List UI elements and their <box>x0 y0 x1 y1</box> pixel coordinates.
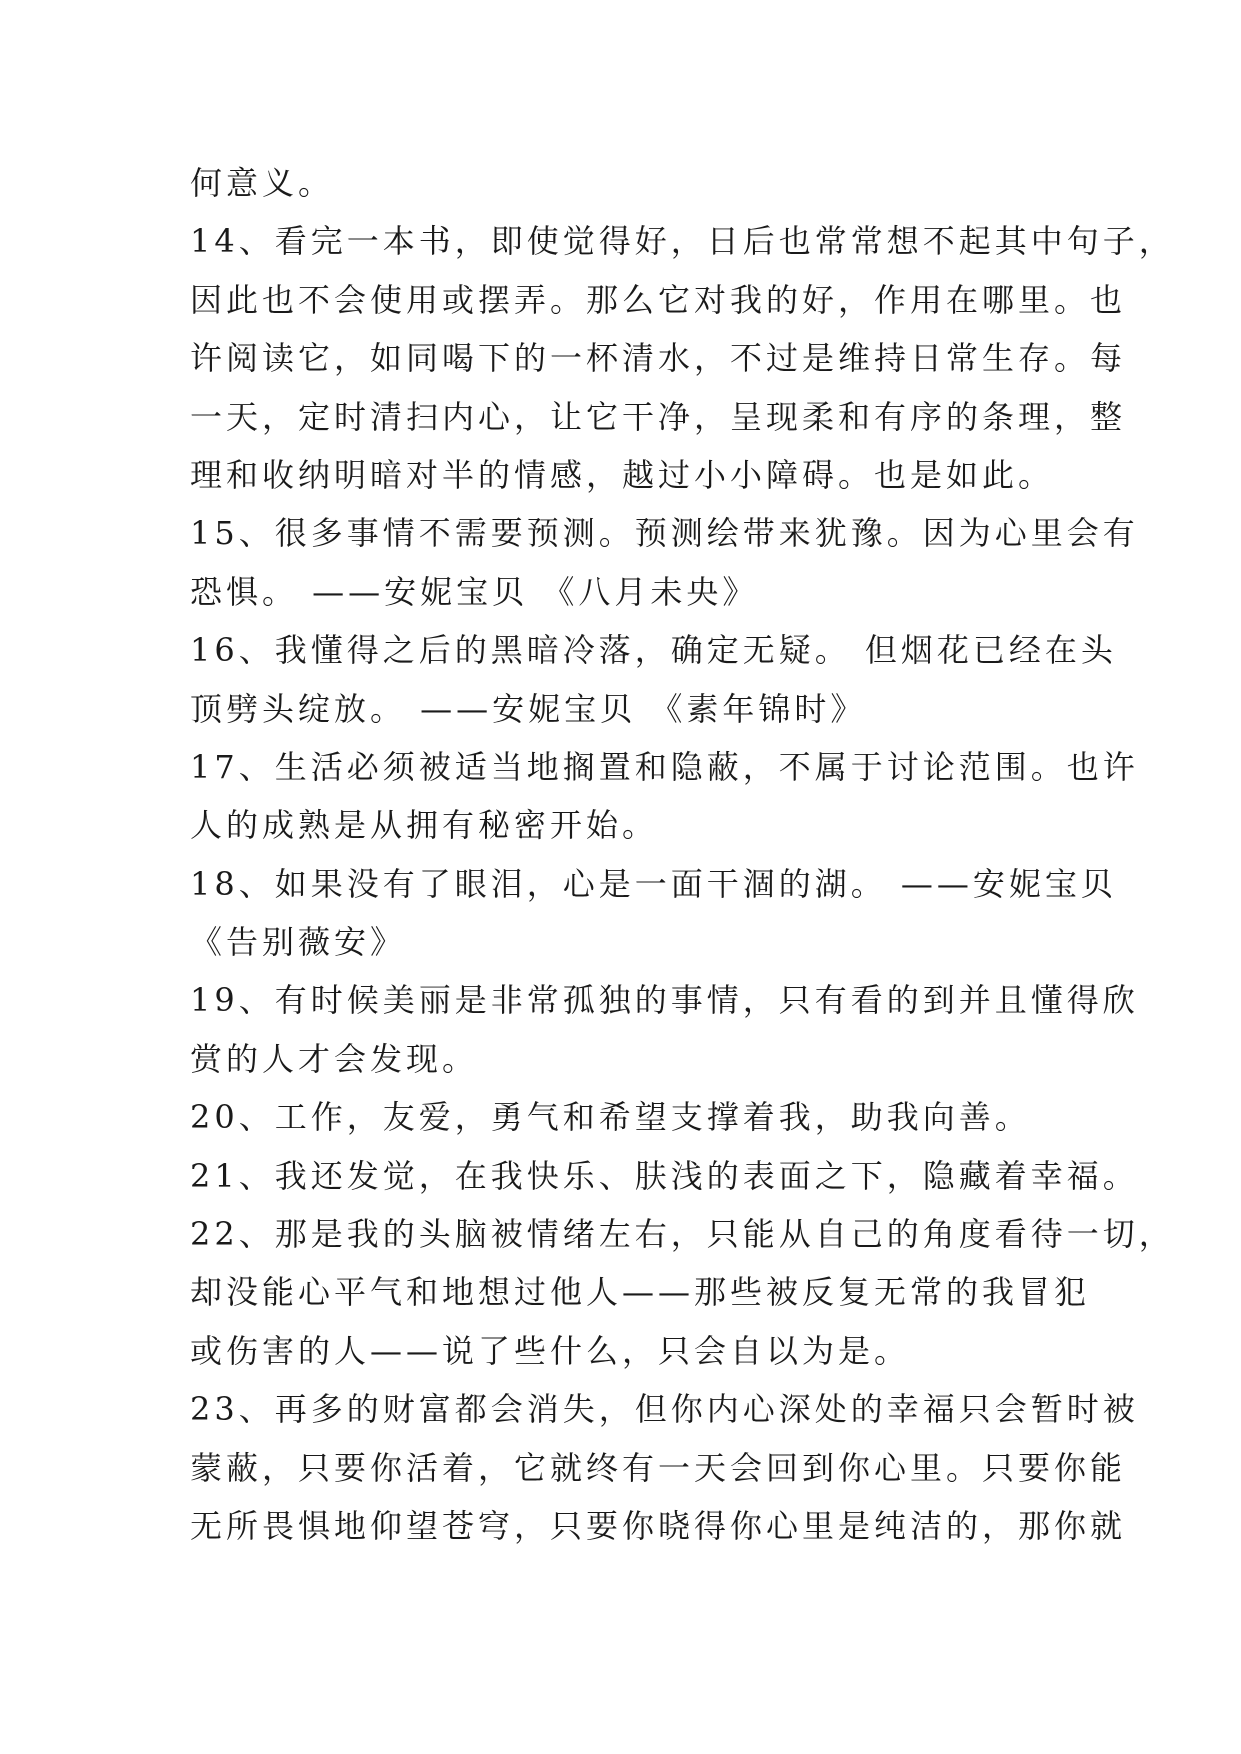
text-line: 15、很多事情不需要预测。预测绘带来犹豫。因为心里会有 <box>190 514 1139 553</box>
text-line: 16、我懂得之后的黑暗冷落，确定无疑。 但烟花已经在头 <box>190 631 1117 670</box>
text-line: 蒙蔽，只要你活着，它就终有一天会回到你心里。只要你能 <box>190 1448 1127 1487</box>
text-line: 22、那是我的头脑被情绪左右，只能从自己的角度看待一切， <box>190 1215 1175 1254</box>
text-line: 一天，定时清扫内心，让它干净，呈现柔和有序的条理，整 <box>190 397 1127 436</box>
text-line: 何意义。 <box>190 164 335 202</box>
text-line: 《告别薇安》 <box>190 923 407 962</box>
text-line: 17、生活必须被适当地搁置和隐蔽，不属于讨论范围。也许 <box>190 747 1139 786</box>
text-line: 顶劈头绽放。 ——安妮宝贝 《素年锦时》 <box>190 689 867 728</box>
text-line: 因此也不会使用或摆弄。那么它对我的好，作用在哪里。也 <box>190 280 1127 319</box>
text-line: 14、看完一本书，即使觉得好，日后也常常想不起其中句子， <box>190 222 1175 261</box>
text-line: 理和收纳明暗对半的情感，越过小小障碍。也是如此。 <box>190 455 1055 494</box>
text-line: 许阅读它，如同喝下的一杯清水，不过是维持日常生存。每 <box>190 339 1127 378</box>
text-line: 23、再多的财富都会消失，但你内心深处的幸福只会暂时被 <box>190 1390 1139 1429</box>
text-line: 21、我还发觉，在我快乐、肤浅的表面之下，隐藏着幸福。 <box>190 1156 1139 1195</box>
text-line: 恐惧。 ——安妮宝贝 《八月未央》 <box>190 572 759 611</box>
text-line: 无所畏惧地仰望苍穹，只要你晓得你心里是纯洁的，那你就 <box>190 1506 1127 1545</box>
text-line: 18、如果没有了眼泪，心是一面干涸的湖。 ——安妮宝贝 <box>190 864 1117 903</box>
text-line: 19、有时候美丽是非常孤独的事情，只有看的到并且懂得欣 <box>190 981 1139 1020</box>
body-text <box>190 154 1175 1555</box>
text-line: 或伤害的人——说了些什么，只会自以为是。 <box>190 1331 911 1370</box>
text-line: 20、工作，友爱，勇气和希望支撑着我，助我向善。 <box>190 1098 1031 1137</box>
text-line: 却没能心平气和地想过他人——那些被反复无常的我冒犯 <box>190 1273 1091 1312</box>
text-line: 人的成熟是从拥有秘密开始。 <box>190 806 659 845</box>
text-line: 赏的人才会发现。 <box>190 1039 479 1078</box>
